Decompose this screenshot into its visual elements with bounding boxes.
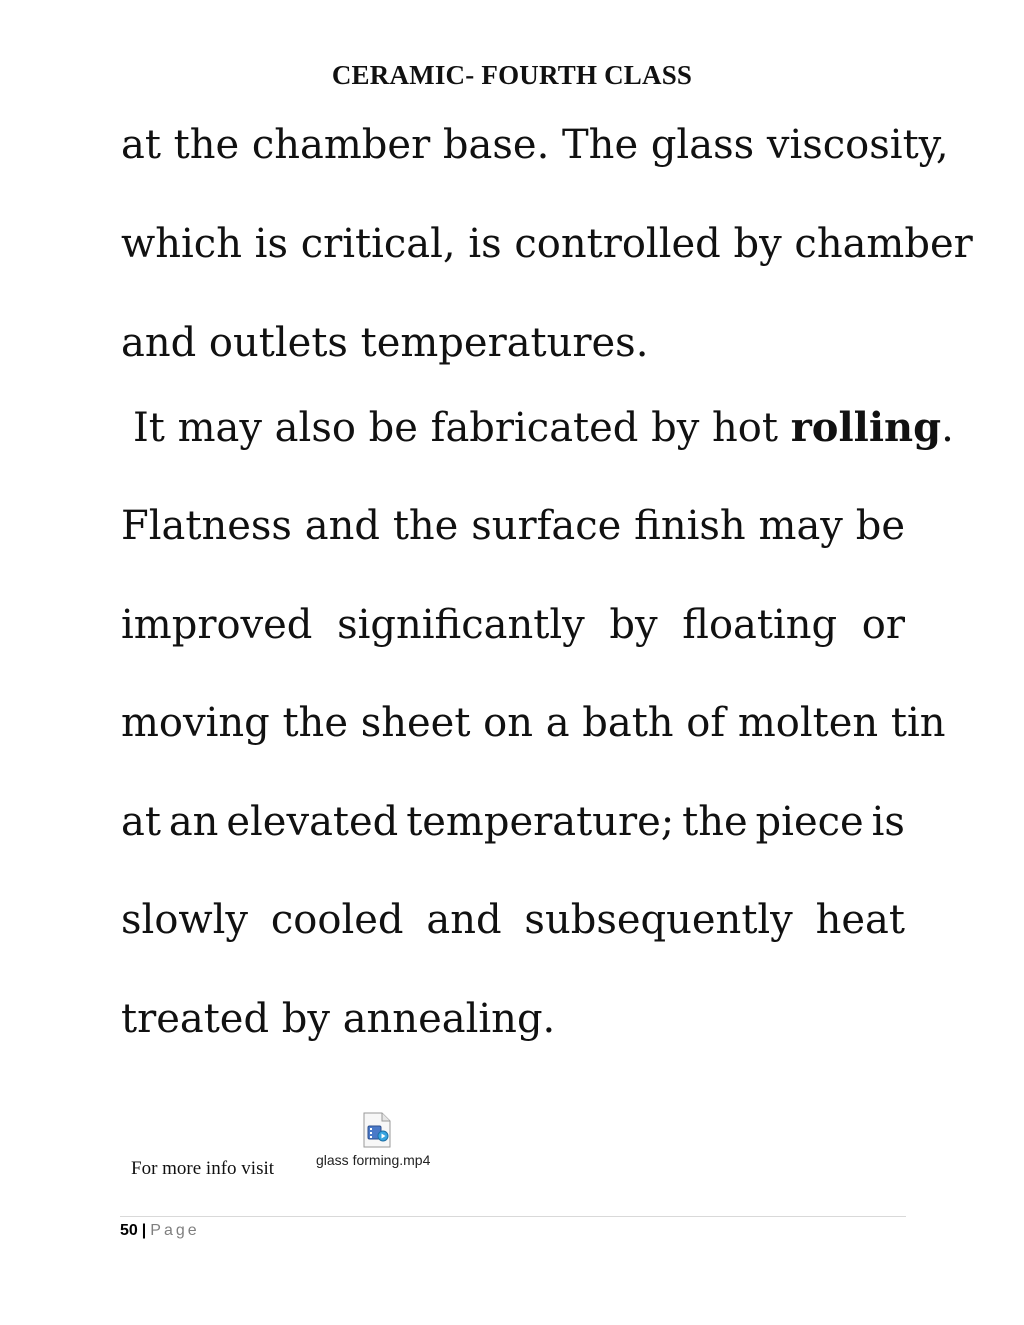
body-line-10: treated by annealing. (121, 996, 556, 1042)
page-number-value: 50 (120, 1222, 138, 1239)
word: by (609, 602, 658, 648)
page-word: Page (150, 1222, 200, 1239)
word: and (426, 897, 502, 943)
body-line-1: at the chamber base. The glass viscosity, (121, 122, 949, 168)
word: and (304, 503, 381, 549)
word: floating (682, 602, 838, 648)
body-line-7: moving the sheet on a bath of molten tin (121, 700, 946, 746)
word: an (168, 799, 219, 845)
word: the (392, 503, 459, 549)
word: elevated (226, 799, 399, 845)
word: temperature; (406, 799, 675, 845)
page-separator: | (141, 1222, 147, 1239)
word: surface (471, 503, 622, 549)
word: the (682, 799, 748, 845)
body-line-8 (121, 797, 905, 847)
word: Flatness (121, 503, 292, 549)
word: subsequently (524, 897, 793, 943)
attachment-filename[interactable]: glass forming.mp4 (316, 1152, 431, 1168)
page-number (120, 1222, 200, 1240)
body-line-9 (121, 895, 905, 945)
word: heat (815, 897, 905, 943)
video-file-icon[interactable] (362, 1112, 392, 1148)
word: slowly (121, 897, 249, 943)
word: finish (634, 503, 746, 549)
word: may (758, 503, 843, 549)
body-line-4-text: It may also be fabricated by hot (133, 405, 791, 451)
body-line-4 (133, 403, 954, 453)
word: piece (755, 799, 864, 845)
more-info-text: For more info visit (131, 1158, 275, 1179)
word: is (871, 799, 905, 845)
word: at (121, 799, 161, 845)
word: be (855, 503, 905, 549)
word: or (861, 602, 905, 648)
page-header-title: CERAMIC- FOURTH CLASS (331, 60, 693, 90)
footer-divider (120, 1216, 906, 1217)
body-line-3: and outlets temperatures. (121, 320, 649, 366)
body-line-2: which is critical, is controlled by chamber (121, 221, 973, 267)
word: significantly (337, 602, 585, 648)
word: cooled (270, 897, 404, 943)
bold-term-rolling: rolling (790, 404, 942, 451)
word: improved (121, 602, 313, 648)
body-line-4-period: . (941, 405, 954, 451)
body-line-5 (121, 501, 905, 551)
body-line-6 (121, 600, 905, 650)
